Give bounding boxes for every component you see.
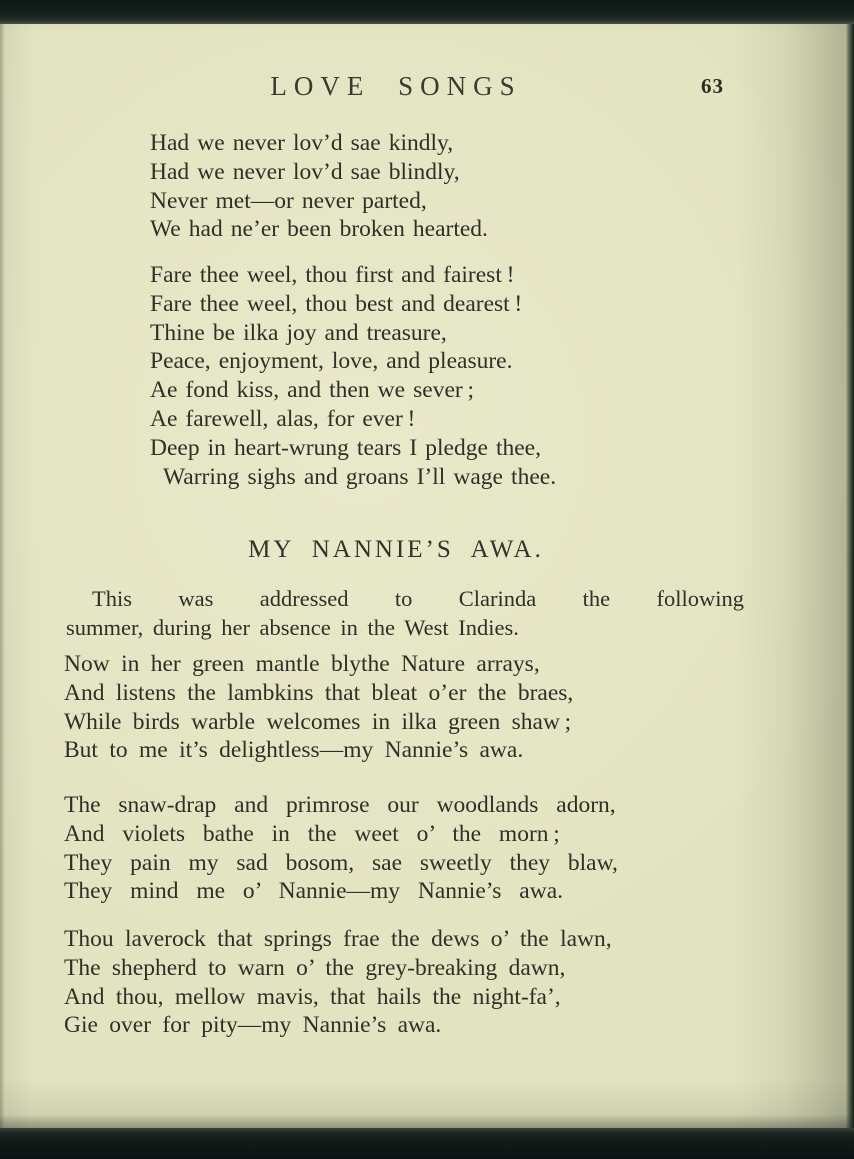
kiss-poem-stanza-1 [150,129,488,244]
page-header-title: LOVE SONGS [270,71,522,101]
poem-line: And listens the lambkins that bleat o’er the braes, [64,679,574,706]
poem-line: They pain my sad bosom, sae sweetly they blaw, [64,849,618,876]
section-title: MY NANNIE’S AWA. [248,536,544,563]
poem-line: Ae fond kiss, and then we sever ; [150,377,474,404]
scan-edge-left [0,0,5,1159]
poem-line: Now in her green mantle blythe Nature arrays, [64,651,540,677]
poem-line: Fare thee weel, thou best and dearest ! [150,290,523,317]
poem-line: Ae farewell, alas, for ever ! [150,405,416,432]
poem-line: Had we never lov’d sae blindly, [150,158,460,185]
poem-line: And violets bathe in the weet o’ the morn ; [64,820,560,847]
nannie-stanza-2 [64,791,618,906]
poem-line: But to me it’s delightless—my Nannie’s awa. [64,737,524,764]
poem-line: While birds warble welcomes in ilka green shaw ; [64,708,572,735]
poem-line: Thine be ilka joy and treasure, [150,319,447,346]
poem-line: Never met—or never parted, [150,187,427,214]
poem-line: We had ne’er been broken hearted. [150,216,488,243]
poem-line: Gie over for pity—my Nannie’s awa. [64,1012,442,1039]
page-curl-shadow [785,0,845,1159]
poem-line: Had we never lov’d sae kindly, [150,130,454,156]
scan-edge-right [845,0,854,1159]
poem-line: Peace, enjoyment, love, and pleasure. [150,348,513,375]
poem-line: Thou laverock that springs frae the dews o’ the lawn, [64,926,612,952]
scan-edge-bottom-shadow [0,1114,854,1128]
poem-line: The shepherd to warn o’ the grey-breaking dawn, [64,954,566,981]
poem-line: Deep in heart-wrung tears I pledge thee, [150,434,541,461]
scan-edge-top [0,0,854,24]
page-number: 63 [701,74,724,98]
section-intro-paragraph [66,584,744,642]
poem-line: Fare thee weel, thou first and fairest ! [150,262,515,288]
kiss-poem-stanza-2 [150,261,556,491]
intro-line: This was addressed to Clarinda the following [92,586,744,611]
nannie-stanza-3 [64,925,612,1040]
poem-line: They mind me o’ Nannie—my Nannie’s awa. [64,878,564,905]
poem-line: Warring sighs and groans I’ll wage thee. [163,463,557,490]
poem-line: The snaw-drap and primrose our woodlands adorn, [64,792,616,818]
nannie-stanza-1 [64,650,573,765]
scan-edge-bottom [0,1128,854,1159]
intro-line: summer, during her absence in the West Indies. [66,615,519,640]
poem-line: And thou, mellow mavis, that hails the night-fa’, [64,983,561,1010]
